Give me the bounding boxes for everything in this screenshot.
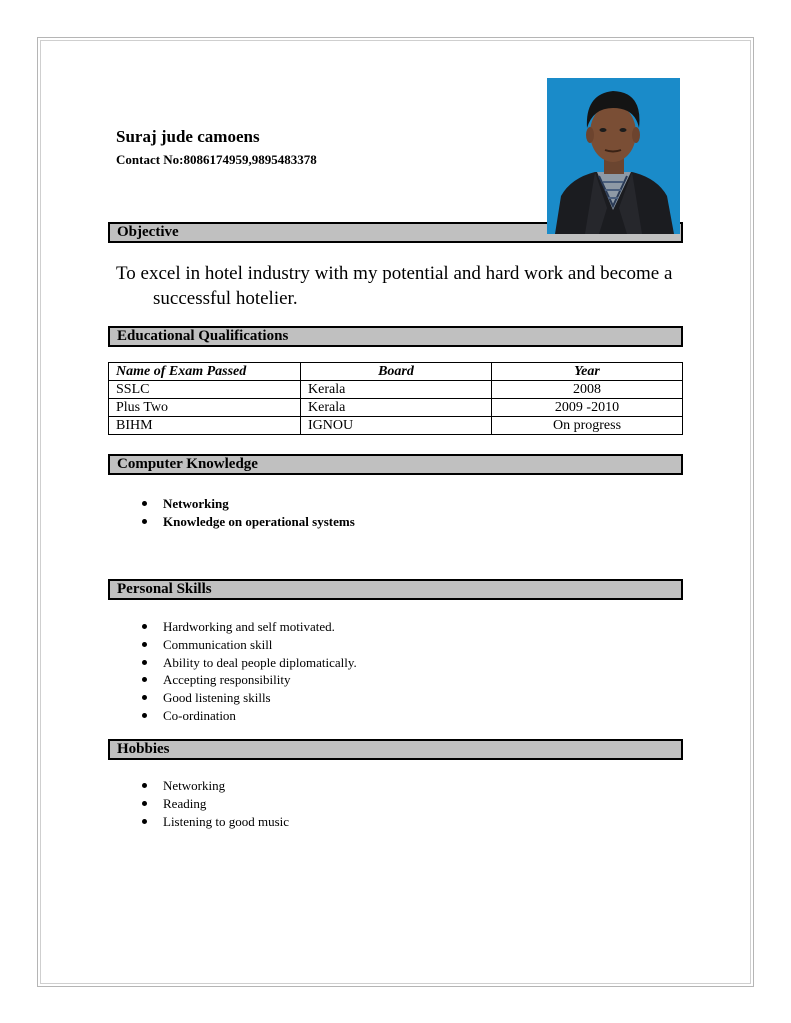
list-item: Hardworking and self motivated.	[140, 618, 357, 636]
column-header-board: Board	[301, 363, 492, 381]
list-item: Good listening skills	[140, 689, 357, 707]
list-item: Listening to good music	[140, 813, 289, 831]
table-cell: On progress	[492, 417, 683, 435]
column-header-year: Year	[492, 363, 683, 381]
computer-knowledge-list	[140, 495, 355, 531]
education-table	[108, 362, 683, 435]
table-row	[109, 417, 683, 435]
list-item: Knowledge on operational systems	[140, 513, 355, 531]
candidate-name: Suraj jude camoens	[116, 127, 260, 146]
table-cell: SSLC	[109, 381, 301, 399]
hobbies-list	[140, 777, 289, 830]
list-item: Networking	[140, 495, 355, 513]
list-item: Ability to deal people diplomatically.	[140, 654, 357, 672]
contact-number: Contact No:8086174959,9895483378	[116, 152, 317, 167]
profile-photo	[547, 78, 680, 234]
table-header-row	[109, 363, 683, 381]
list-item: Reading	[140, 795, 289, 813]
table-cell: BIHM	[109, 417, 301, 435]
table-cell: Kerala	[301, 381, 492, 399]
table-cell: Plus Two	[109, 399, 301, 417]
table-row	[109, 381, 683, 399]
computer-knowledge-heading: Computer Knowledge	[108, 454, 683, 475]
personal-skills-heading: Personal Skills	[108, 579, 683, 600]
table-cell: 2009 -2010	[492, 399, 683, 417]
table-cell: IGNOU	[301, 417, 492, 435]
list-item: Networking	[140, 777, 289, 795]
personal-skills-list	[140, 618, 357, 725]
education-heading: Educational Qualifications	[108, 326, 683, 347]
column-header-exam: Name of Exam Passed	[109, 363, 301, 381]
table-cell: Kerala	[301, 399, 492, 417]
table-row	[109, 399, 683, 417]
objective-text: To excel in hotel industry with my potential and hard work and become a successful hotelier.	[116, 263, 673, 309]
table-cell: 2008	[492, 381, 683, 399]
list-item: Accepting responsibility	[140, 671, 357, 689]
objective-heading: Objective	[108, 222, 683, 243]
hobbies-heading: Hobbies	[108, 739, 683, 760]
list-item: Communication skill	[140, 636, 357, 654]
person-portrait-icon	[547, 78, 680, 234]
list-item: Co-ordination	[140, 707, 357, 725]
